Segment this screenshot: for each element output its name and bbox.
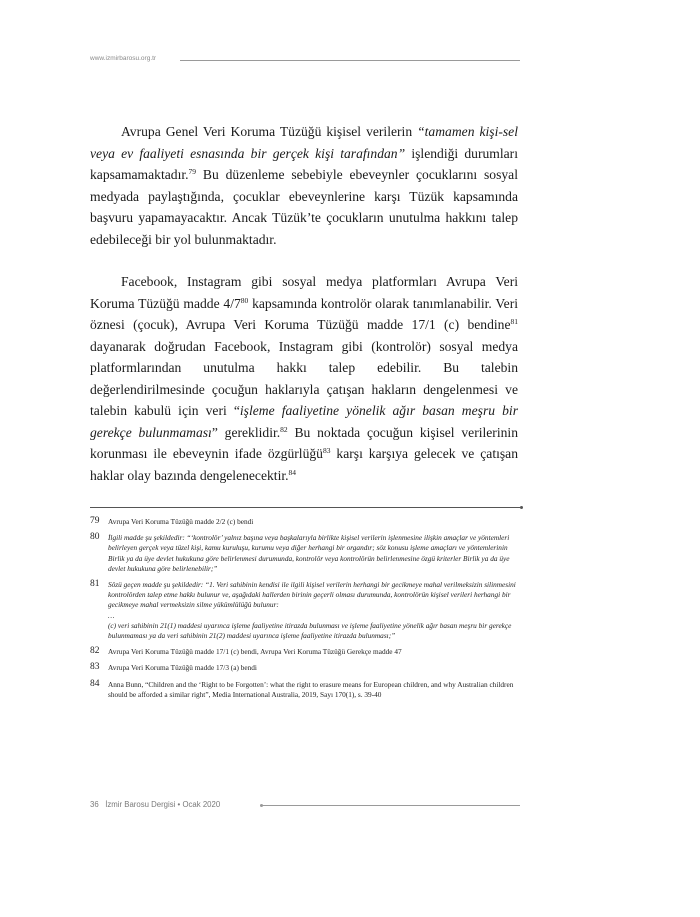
- running-header: [90, 55, 520, 67]
- footnote-81: [90, 580, 518, 641]
- footnote-80: [90, 533, 518, 574]
- footer-separator: •: [177, 800, 181, 809]
- page-number: 36: [90, 800, 99, 809]
- text-run: karşı karşıya gelecek ve çatışan haklar olay bazında dengelenecektir.: [90, 446, 519, 483]
- header-rule: [180, 60, 520, 61]
- issue-date: Ocak 2020: [182, 800, 221, 809]
- footnote-83: [90, 663, 518, 673]
- footnote-79: [90, 517, 518, 527]
- italic-quote: “tamamen kişi-sel veya ev faaliyeti esnasında bir gerçek kişi tarafından”: [90, 124, 518, 161]
- footnote-number: 79: [90, 516, 100, 526]
- footnote-ref: 79: [188, 167, 197, 176]
- footnote-number: 84: [90, 678, 100, 689]
- footnote-ref: 80: [240, 295, 249, 305]
- footnote-number: 80: [90, 532, 100, 543]
- footnote-text: Sözü geçen madde şu şekildedir: “1. Veri sahibinin kendisi ile ilgili kişisel verilerin herhangi bir gecikmeye mahal verilmeksizin silinmesini kontrolörden talep etme hakkı bulunur ve, aşağıdaki hallerden birinin geçerli olması durumunda, kontrolörün kişisel verileri herhangi bir gecikmeye mahal vermeksizin silme yükümlülüğü bulunur:: [108, 580, 516, 610]
- italic-quote: işleme faaliyetine yönelik ağır basan meşru bir gerekçe bulunmaması: [90, 403, 518, 440]
- text-run: Bu düzenleme sebebiyle ebeveynler çocuklarını sosyal medyada paylaştığında, çocuklar ebeveynlerine karşı Tüzük kapsamında başvuru yapamayacaktır. Ancak Tüzük’te çocukların unutulma hakkını talep edebileceği bir yol bulunmaktadır.: [90, 167, 518, 247]
- footnote-text: Avrupa Veri Koruma Tüzüğü madde 17/3 (a) bendi: [108, 663, 257, 673]
- footnote-quote: (c) veri sahibinin 21(1) maddesi uyarınca işleme faaliyetine itirazda bulunması ve işleme faaliyetine yönelik ağır basan meşru bir gerekçe bulunmaması ya da veri sahibinin 21(2) maddesi uyarınca işleme faaliyetine itirazda bulunması;”: [108, 620, 512, 641]
- text-run: ” gereklidir.: [211, 424, 281, 440]
- footnote-number: 83: [90, 662, 100, 673]
- text-run: Avrupa Genel Veri Koruma Tüzüğü kişisel verilerin: [121, 124, 418, 139]
- footer-text: [90, 800, 223, 809]
- journal-name: İzmir Barosu Dergisi: [105, 800, 176, 809]
- footnote-ref: 84: [288, 467, 297, 477]
- text-run: Facebook, Instagram gibi sosyal medya platformları Avrupa Veri Koruma Tüzüğü madde 4/7: [90, 274, 518, 311]
- footnote-text: İlgili madde şu şekildedir: “‘kontrolör’ yalnız başına veya başkalarıyla birlikte kişisel verilerin işlenmesine ilişkin amaçlar ve yöntemleri belirleyen gerçek veya tüzel kişi, kamu kuruluşu, kurumu veya diğer herhangi bir organdır; söz konusu işleme amaçları ve yöntemlerinin Birlik ya da üye devlet hukukuna göre belirlenmesi durumunda, kontrolör veya kontrolörün belirlenmesine özgü kriterler Birlik ya da üye devlet hukukuna göre belirlenebilir;”: [108, 533, 510, 573]
- footnote-84: [90, 680, 518, 700]
- footnote-number: 82: [90, 646, 100, 657]
- main-text: [90, 121, 518, 486]
- footer-rule: [260, 805, 520, 806]
- text-run: işlendiği durumları kapsamamaktadır.: [90, 145, 518, 182]
- header-url: www.izmirbarosu.org.tr: [90, 55, 159, 62]
- footnote-ref: 82: [280, 424, 288, 434]
- footnote-rule: [90, 507, 520, 508]
- footnote-text: Avrupa Veri Koruma Tüzüğü madde 17/1 (c) bendi, Avrupa Veri Koruma Tüzüğü Gerekçe madde 47: [108, 647, 402, 657]
- footnote-ref: 83: [322, 446, 331, 455]
- footnote-text: Anna Bunn, “Children and the ‘Right to be Forgotten’: what the right to erasure means for European children, and why Australian children should be afforded a similar right”, Media International Australia, 2019, Sayı 170(1), s. 39-40: [108, 679, 514, 699]
- text-run: kapsamında kontrolör olarak tanımlanabilir. Veri öznesi (çocuk), Avrupa Veri Koruma Tüzüğü madde 17/1 (c) bendine: [90, 295, 519, 332]
- footnote-text: Avrupa Veri Koruma Tüzüğü madde 2/2 (c) bendi: [108, 517, 254, 526]
- text-run: dayanarak doğrudan Facebook, Instagram gibi (kontrolör) sosyal medya platformlarından unutulma hakkı talep edebilir. Bu talebin değerlendirilmesinde çocuğun haklarıyla çatışan hakların dengelenmesi ve talebin kabulü için veri “: [90, 338, 518, 418]
- footnote-82: [90, 647, 518, 657]
- footnote-ellipsis: …: [108, 610, 115, 620]
- text-run: Bu noktada çocuğun kişisel verilerinin korunması ile ebeveynin ifade özgürlüğü: [90, 424, 518, 461]
- body-paragraph-1: [90, 121, 518, 250]
- running-footer: [90, 800, 520, 812]
- body-paragraph-2: [90, 271, 518, 486]
- footnotes: [90, 517, 518, 706]
- footnote-number: 81: [90, 579, 100, 590]
- footnote-ref: 81: [510, 317, 518, 326]
